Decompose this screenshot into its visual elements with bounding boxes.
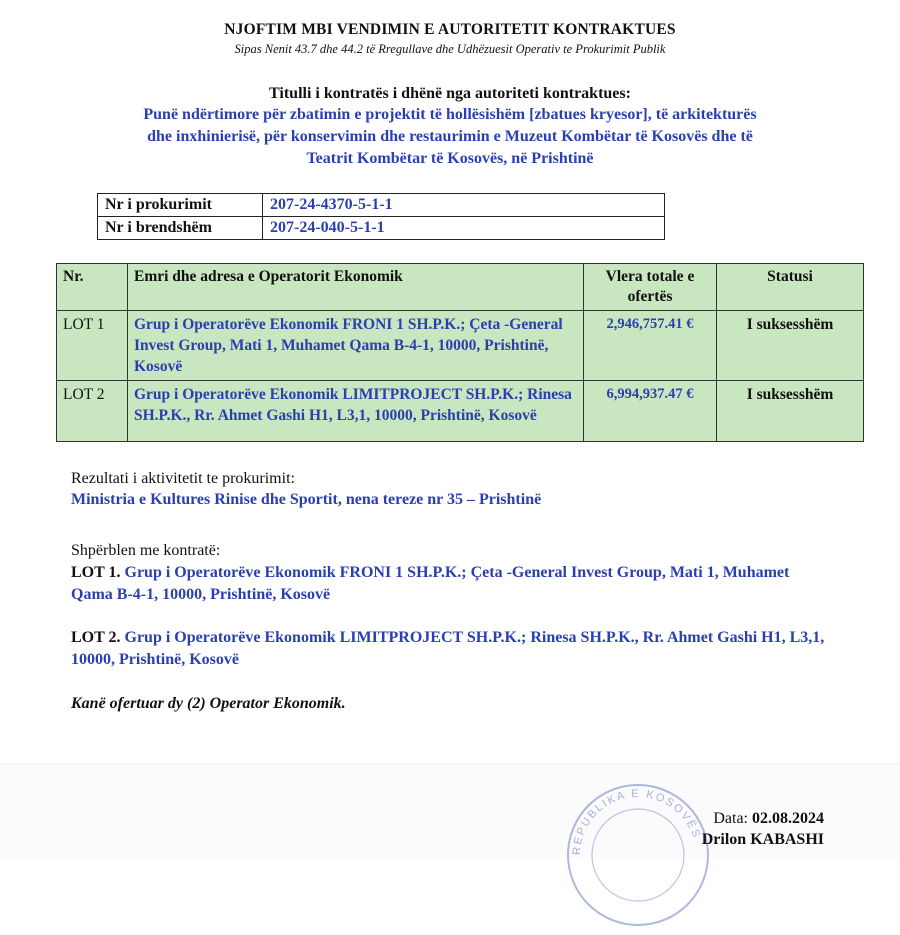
contract-title-line: dhe inxhinierisë, për konservimin dhe restaurimin e Muzeut Kombëtar të Kosovës dhe të [147, 128, 753, 145]
date-value: 02.08.2024 [752, 810, 824, 827]
result-label: Rezultati i aktivitetit te prokurimit: [71, 470, 295, 487]
internal-number-label: Nr i brendshëm [98, 217, 263, 240]
contract-title-line: Teatrit Kombëtar të Kosovës, në Prishtinë [306, 150, 594, 167]
lot2-award [71, 627, 831, 671]
lot1-award-text: Grup i Operatorëve Ekonomik FRONI 1 SH.P.K.; Çeta -General Invest Group, Mati 1, Muhamet Qama B-4-1, 10000, Prishtinë, Kosovë [71, 564, 790, 603]
procurement-number-value: 207-24-4370-5-1-1 [263, 194, 665, 217]
header-value: Vlera totale e ofertës [584, 264, 717, 311]
operator-name: Grup i Operatorëve Ekonomik LIMITPROJECT SH.P.K.; Rinesa SH.P.K., Rr. Ahmet Gashi H1, L3,1, 10000, Prishtinë, Kosovë [128, 381, 584, 442]
lots-table-header [57, 264, 864, 311]
offer-note: Kanë ofertuar dy (2) Operator Ekonomik. [71, 695, 346, 712]
lot2-award-prefix: LOT 2. [71, 629, 121, 646]
header-nr: Nr. [57, 264, 128, 311]
internal-number-row [98, 217, 665, 240]
status-value: I suksesshëm [717, 381, 864, 442]
award-label: Shpërblen me kontratë: [71, 542, 221, 559]
lots-table [56, 263, 864, 442]
lot-number: LOT 1 [57, 311, 128, 381]
offer-value: 2,946,757.41 € [584, 311, 717, 381]
result-value: Ministria e Kultures Rinise dhe Sportit, nena tereze nr 35 – Prishtinë [71, 491, 542, 508]
internal-number-value: 207-24-040-5-1-1 [263, 217, 665, 240]
lot2-award-text: Grup i Operatorëve Ekonomik LIMITPROJECT SH.P.K.; Rinesa SH.P.K., Rr. Ahmet Gashi H1, L3,1, 10000, Prishtinë, Kosovë [71, 629, 825, 668]
offer-value: 6,994,937.47 € [584, 381, 717, 442]
document-subtitle: Sipas Nenit 43.7 dhe 44.2 të Rregullave dhe Udhëzuesit Operativ te Prokurimit Publik [234, 42, 666, 56]
table-row [57, 311, 864, 381]
document-title: NJOFTIM MBI VENDIMIN E AUTORITETIT KONTRAKTUES [224, 21, 676, 38]
date-label: Data: [713, 810, 748, 827]
contract-heading: Titulli i kontratës i dhënë nga autoriteti kontraktues: [269, 85, 631, 102]
contract-title-line: Punë ndërtimore për zbatimin e projektit të hollësishëm [zbatues kryesor], të arkitekturës [143, 106, 757, 123]
signer-name: Drilon KABASHI [701, 831, 824, 848]
lot1-award [71, 562, 831, 606]
header-operator: Emri dhe adresa e Operatorit Ekonomik [128, 264, 584, 311]
procurement-ids-table [97, 193, 665, 240]
official-stamp-icon [558, 775, 718, 935]
operator-name: Grup i Operatorëve Ekonomik FRONI 1 SH.P.K.; Çeta -General Invest Group, Mati 1, Muhamet Qama B-4-1, 10000, Prishtinë, Kosovë [128, 311, 584, 381]
status-value: I suksesshëm [717, 311, 864, 381]
lot1-award-prefix: LOT 1. [71, 564, 121, 581]
procurement-number-label: Nr i prokurimit [98, 194, 263, 217]
lot-number: LOT 2 [57, 381, 128, 442]
procurement-number-row [98, 194, 665, 217]
date-line [713, 810, 824, 828]
contract-title [0, 104, 900, 170]
svg-text:REPUBLIKA E KOSOVËS: REPUBLIKA E KOSOVËS [570, 787, 703, 856]
header-status: Statusi [717, 264, 864, 311]
table-row [57, 381, 864, 442]
